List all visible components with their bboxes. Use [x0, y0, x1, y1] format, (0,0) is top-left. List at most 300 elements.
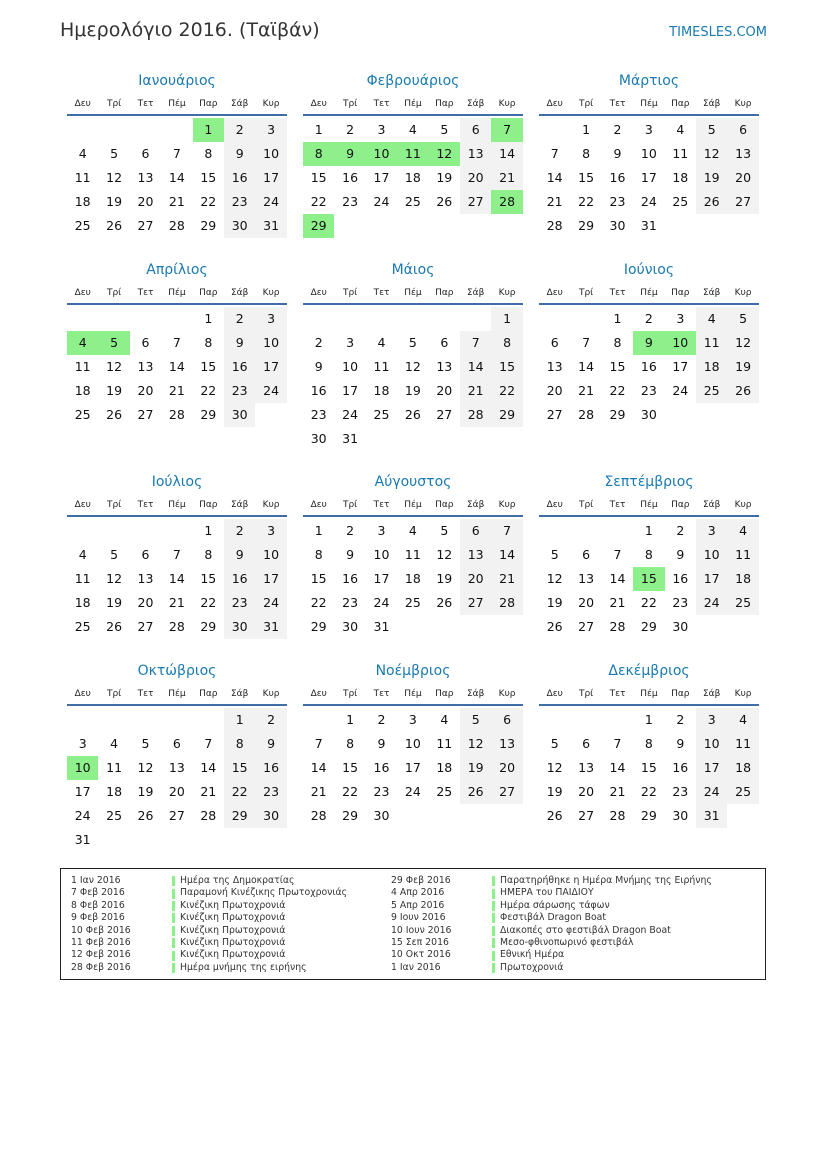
- month-name: Φεβρουάριος: [366, 73, 460, 89]
- weekday-label: Δευ: [74, 689, 91, 699]
- day-cell: 16: [310, 383, 327, 398]
- month-divider: [539, 515, 759, 517]
- day-cell: 7: [491, 519, 522, 543]
- weekday-label: Τρί: [342, 288, 358, 298]
- weekday-label: Κυρ: [734, 288, 752, 298]
- day-cell: 27: [168, 808, 185, 823]
- day-cell: 7: [613, 736, 622, 751]
- weekday-label: Κυρ: [734, 99, 752, 109]
- day-cell: 12: [106, 170, 123, 185]
- day-cell: 24: [373, 194, 390, 209]
- day-cell: 20: [578, 595, 595, 610]
- day-cell: 3: [696, 519, 727, 543]
- day-cell: 27: [727, 190, 758, 214]
- weekday-label: Δευ: [310, 288, 327, 298]
- weekday-label: Σάβ: [231, 288, 249, 298]
- day-cell: 8: [644, 736, 653, 751]
- day-cell: 19: [436, 571, 453, 586]
- day-cell: 14: [168, 170, 185, 185]
- day-cell: 7: [460, 331, 491, 355]
- day-cell: 20: [137, 383, 154, 398]
- day-cell: 9: [633, 331, 664, 355]
- day-cell: 12: [696, 142, 727, 166]
- holiday-color-marker: [172, 926, 175, 936]
- day-cell: 30: [342, 619, 359, 634]
- day-cell: 27: [546, 407, 563, 422]
- day-cell: 31: [696, 804, 727, 828]
- day-cell: 30: [609, 218, 626, 233]
- weekday-label: Σάβ: [467, 500, 485, 510]
- holiday-color-marker: [492, 963, 495, 973]
- legend-date: 10 Φεβ 2016: [71, 924, 131, 936]
- day-cell: 15: [200, 571, 217, 586]
- day-cell: 18: [436, 760, 453, 775]
- day-cell: 16: [224, 355, 255, 379]
- weekday-label: Τρί: [106, 500, 122, 510]
- weekday-label: Δευ: [546, 288, 563, 298]
- weekday-label: Πέμ: [640, 500, 658, 510]
- month-name: Αύγουστος: [374, 474, 452, 490]
- weekday-label: Σάβ: [231, 500, 249, 510]
- weekday-label: Πέμ: [168, 500, 186, 510]
- legend-date: 9 Ιουν 2016: [391, 912, 446, 924]
- legend-holiday-name: Ημέρα της Δημοκρατίας: [180, 875, 295, 886]
- day-cell: 17: [373, 170, 390, 185]
- weekday-label: Σάβ: [703, 99, 721, 109]
- day-cell: 25: [106, 808, 123, 823]
- day-cell: 3: [676, 311, 685, 326]
- day-cell: 9: [676, 736, 685, 751]
- weekday-label: Τρί: [578, 288, 594, 298]
- day-cell: 2: [224, 307, 255, 331]
- weekday-label: Κυρ: [734, 689, 752, 699]
- day-cell: 22: [578, 194, 595, 209]
- day-cell: 13: [137, 359, 154, 374]
- day-cell: 9: [613, 146, 622, 161]
- weekday-label: Δευ: [310, 99, 327, 109]
- day-cell: 25: [74, 218, 91, 233]
- day-cell: 2: [676, 712, 685, 727]
- day-cell: 13: [460, 543, 491, 567]
- day-cell: 29: [609, 407, 626, 422]
- day-cell: 27: [137, 619, 154, 634]
- day-cell: 5: [460, 708, 491, 732]
- day-cell: 17: [255, 355, 286, 379]
- day-cell: 18: [696, 355, 727, 379]
- day-cell: 16: [672, 571, 689, 586]
- weekday-label: Τρί: [578, 689, 594, 699]
- day-cell: 22: [640, 595, 657, 610]
- weekday-label: Σάβ: [231, 689, 249, 699]
- day-cell: 11: [436, 736, 453, 751]
- day-cell: 15: [310, 170, 327, 185]
- day-cell: 29: [640, 619, 657, 634]
- weekday-label: Τρί: [106, 99, 122, 109]
- day-cell: 5: [141, 736, 150, 751]
- day-cell: 5: [550, 547, 559, 562]
- holiday-color-marker: [172, 938, 175, 948]
- weekday-label: Δευ: [546, 99, 563, 109]
- day-cell: 14: [491, 142, 522, 166]
- day-cell: 22: [200, 383, 217, 398]
- day-cell: 21: [168, 595, 185, 610]
- day-cell: 15: [224, 756, 255, 780]
- weekday-label: Τετ: [137, 500, 154, 510]
- day-cell: 24: [373, 595, 390, 610]
- day-cell: 1: [204, 523, 213, 538]
- weekday-label: Τετ: [609, 99, 626, 109]
- day-cell: 11: [727, 732, 758, 756]
- day-cell: 27: [578, 808, 595, 823]
- month-divider: [67, 515, 287, 517]
- day-cell: 27: [491, 780, 522, 804]
- weekday-label: Παρ: [435, 288, 454, 298]
- day-cell: 10: [373, 547, 390, 562]
- day-cell: 14: [578, 359, 595, 374]
- day-cell: 21: [609, 595, 626, 610]
- day-cell: 3: [377, 523, 386, 538]
- weekday-label: Παρ: [671, 99, 690, 109]
- month-divider: [303, 515, 523, 517]
- day-cell: 1: [644, 523, 653, 538]
- month-divider: [539, 114, 759, 116]
- weekday-label: Τετ: [373, 288, 390, 298]
- day-cell: 22: [640, 784, 657, 799]
- day-cell: 11: [696, 331, 727, 355]
- day-cell: 3: [644, 122, 653, 137]
- day-cell: 6: [582, 547, 591, 562]
- day-cell: 24: [672, 383, 689, 398]
- day-cell: 20: [546, 383, 563, 398]
- day-cell: 31: [342, 431, 359, 446]
- day-cell: 30: [224, 615, 255, 639]
- weekday-label: Παρ: [199, 99, 218, 109]
- day-cell: 7: [314, 736, 323, 751]
- day-cell: 2: [676, 523, 685, 538]
- weekday-label: Παρ: [435, 500, 454, 510]
- day-cell: 19: [460, 756, 491, 780]
- legend-holiday-name: Κινέζικη Πρωτοχρονιά: [180, 924, 286, 936]
- day-cell: 12: [137, 760, 154, 775]
- day-cell: 6: [460, 118, 491, 142]
- day-cell: 14: [200, 760, 217, 775]
- day-cell: 9: [346, 547, 355, 562]
- weekday-label: Κυρ: [498, 288, 516, 298]
- day-cell: 5: [440, 523, 449, 538]
- day-cell: 7: [550, 146, 559, 161]
- day-cell: 17: [640, 170, 657, 185]
- day-cell: 10: [640, 146, 657, 161]
- weekday-label: Δευ: [546, 689, 563, 699]
- day-cell: 3: [377, 122, 386, 137]
- weekday-label: Σάβ: [467, 689, 485, 699]
- weekday-label: Δευ: [546, 500, 563, 510]
- weekday-label: Δευ: [74, 288, 91, 298]
- day-cell: 7: [613, 547, 622, 562]
- weekday-label: Κυρ: [498, 689, 516, 699]
- legend-holiday-name: Μεσο-φθινοπωρινό φεστιβάλ: [500, 937, 634, 948]
- day-cell: 29: [342, 808, 359, 823]
- day-cell: 11: [404, 547, 421, 562]
- day-cell: 2: [224, 519, 255, 543]
- day-cell: 22: [200, 595, 217, 610]
- day-cell: 8: [644, 547, 653, 562]
- day-cell: 25: [404, 595, 421, 610]
- day-cell: 23: [310, 407, 327, 422]
- month-divider: [303, 704, 523, 706]
- day-cell: 3: [255, 519, 286, 543]
- day-cell: 6: [550, 335, 559, 350]
- day-cell: 26: [460, 780, 491, 804]
- month-name: Δεκέμβριος: [608, 663, 690, 679]
- day-cell: 4: [408, 523, 417, 538]
- holiday-color-marker: [172, 951, 175, 961]
- day-cell: 9: [334, 142, 365, 166]
- site-link[interactable]: TIMESLES.COM: [669, 25, 767, 40]
- month-name: Ιανουάριος: [138, 73, 216, 89]
- day-cell: 16: [224, 166, 255, 190]
- day-cell: 23: [672, 784, 689, 799]
- holiday-color-marker: [492, 926, 495, 936]
- weekday-label: Παρ: [199, 288, 218, 298]
- day-cell: 25: [436, 784, 453, 799]
- month-name: Ιούνιος: [623, 262, 675, 278]
- day-cell: 24: [255, 379, 286, 403]
- day-cell: 22: [609, 383, 626, 398]
- day-cell: 6: [141, 547, 150, 562]
- weekday-label: Πέμ: [404, 99, 422, 109]
- day-cell: 25: [727, 780, 758, 804]
- day-cell: 2: [346, 523, 355, 538]
- day-cell: 18: [106, 784, 123, 799]
- day-cell: 29: [200, 407, 217, 422]
- day-cell: 13: [727, 142, 758, 166]
- weekday-label: Παρ: [671, 288, 690, 298]
- day-cell: 17: [342, 383, 359, 398]
- day-cell: 14: [310, 760, 327, 775]
- day-cell: 15: [200, 170, 217, 185]
- holiday-color-marker: [492, 901, 495, 911]
- day-cell: 4: [110, 736, 119, 751]
- month-name: Ιούλιος: [151, 474, 203, 490]
- day-cell: 4: [67, 331, 98, 355]
- day-cell: 30: [672, 619, 689, 634]
- day-cell: 24: [640, 194, 657, 209]
- day-cell: 3: [255, 118, 286, 142]
- day-cell: 3: [696, 708, 727, 732]
- day-cell: 28: [168, 218, 185, 233]
- day-cell: 12: [106, 571, 123, 586]
- day-cell: 2: [377, 712, 386, 727]
- day-cell: 25: [672, 194, 689, 209]
- weekday-label: Σάβ: [231, 99, 249, 109]
- day-cell: 8: [582, 146, 591, 161]
- day-cell: 28: [310, 808, 327, 823]
- day-cell: 22: [342, 784, 359, 799]
- day-cell: 13: [491, 732, 522, 756]
- day-cell: 20: [460, 166, 491, 190]
- day-cell: 20: [578, 784, 595, 799]
- day-cell: 28: [578, 407, 595, 422]
- day-cell: 12: [106, 359, 123, 374]
- weekday-label: Παρ: [671, 689, 690, 699]
- day-cell: 9: [314, 359, 323, 374]
- legend-date: 5 Απρ 2016: [391, 899, 445, 911]
- day-cell: 26: [137, 808, 154, 823]
- day-cell: 9: [377, 736, 386, 751]
- day-cell: 7: [172, 335, 181, 350]
- day-cell: 1: [644, 712, 653, 727]
- weekday-label: Πέμ: [404, 689, 422, 699]
- day-cell: 1: [193, 118, 224, 142]
- day-cell: 11: [397, 142, 428, 166]
- day-cell: 1: [224, 708, 255, 732]
- month-name: Απρίλιος: [146, 262, 208, 278]
- legend-date: 29 Φεβ 2016: [391, 875, 451, 886]
- day-cell: 11: [106, 760, 123, 775]
- day-cell: 11: [74, 571, 91, 586]
- day-cell: 31: [255, 615, 286, 639]
- month-divider: [303, 303, 523, 305]
- day-cell: 21: [491, 567, 522, 591]
- day-cell: 25: [696, 379, 727, 403]
- weekday-label: Σάβ: [703, 500, 721, 510]
- weekday-label: Τετ: [609, 689, 626, 699]
- weekday-label: Κυρ: [262, 288, 280, 298]
- weekday-label: Σάβ: [703, 689, 721, 699]
- day-cell: 31: [255, 214, 286, 238]
- day-cell: 20: [436, 383, 453, 398]
- day-cell: 24: [255, 591, 286, 615]
- day-cell: 16: [255, 756, 286, 780]
- day-cell: 5: [408, 335, 417, 350]
- weekday-label: Κυρ: [262, 500, 280, 510]
- legend-holiday-name: Διακοπές στο φεστιβάλ Dragon Boat: [500, 924, 671, 936]
- day-cell: 24: [342, 407, 359, 422]
- day-cell: 10: [696, 543, 727, 567]
- day-cell: 27: [578, 619, 595, 634]
- day-cell: 12: [436, 547, 453, 562]
- day-cell: 13: [137, 170, 154, 185]
- weekday-label: Πέμ: [404, 288, 422, 298]
- day-cell: 7: [582, 335, 591, 350]
- day-cell: 20: [491, 756, 522, 780]
- weekday-label: Κυρ: [262, 689, 280, 699]
- day-cell: 14: [609, 571, 626, 586]
- weekday-label: Τετ: [137, 288, 154, 298]
- day-cell: 28: [168, 619, 185, 634]
- day-cell: 5: [110, 547, 119, 562]
- day-cell: 24: [255, 190, 286, 214]
- day-cell: 16: [609, 170, 626, 185]
- day-cell: 19: [137, 784, 154, 799]
- weekday-label: Τετ: [137, 689, 154, 699]
- weekday-label: Πέμ: [640, 288, 658, 298]
- legend-holiday-name: Παραμονή Κινέζικης Πρωτοχρονιάς: [180, 887, 348, 899]
- day-cell: 31: [373, 619, 390, 634]
- day-cell: 7: [172, 547, 181, 562]
- day-cell: 11: [672, 146, 689, 161]
- day-cell: 4: [676, 122, 685, 137]
- holiday-color-marker: [172, 876, 175, 886]
- holiday-color-marker: [172, 889, 175, 899]
- day-cell: 12: [429, 142, 460, 166]
- weekday-label: Παρ: [435, 99, 454, 109]
- holiday-legend: [60, 868, 766, 980]
- day-cell: 8: [204, 547, 213, 562]
- day-cell: 9: [255, 732, 286, 756]
- day-cell: 5: [696, 118, 727, 142]
- day-cell: 26: [727, 379, 758, 403]
- day-cell: 6: [460, 519, 491, 543]
- day-cell: 14: [168, 571, 185, 586]
- day-cell: 26: [404, 407, 421, 422]
- holiday-color-marker: [492, 951, 495, 961]
- day-cell: 17: [373, 571, 390, 586]
- day-cell: 5: [440, 122, 449, 137]
- day-cell: 8: [346, 736, 355, 751]
- day-cell: 13: [460, 142, 491, 166]
- day-cell: 29: [491, 403, 522, 427]
- weekday-label: Τρί: [342, 500, 358, 510]
- day-cell: 27: [137, 407, 154, 422]
- day-cell: 17: [74, 784, 91, 799]
- day-cell: 21: [200, 784, 217, 799]
- legend-date: 28 Φεβ 2016: [71, 961, 131, 973]
- weekday-label: Τρί: [342, 99, 358, 109]
- day-cell: 3: [346, 335, 355, 350]
- page-title: Ημερολόγιο 2016. (Ταϊβάν): [60, 19, 320, 41]
- day-cell: 24: [74, 808, 91, 823]
- weekday-label: Δευ: [74, 500, 91, 510]
- legend-date: 10 Οκτ 2016: [391, 949, 451, 961]
- legend-date: 12 Φεβ 2016: [71, 949, 131, 961]
- weekday-label: Τρί: [578, 500, 594, 510]
- day-cell: 4: [440, 712, 449, 727]
- day-cell: 27: [460, 190, 491, 214]
- day-cell: 28: [491, 190, 522, 214]
- day-cell: 25: [74, 407, 91, 422]
- day-cell: 1: [346, 712, 355, 727]
- day-cell: 4: [78, 146, 87, 161]
- month-divider: [67, 704, 287, 706]
- day-cell: 12: [546, 571, 563, 586]
- day-cell: 4: [377, 335, 386, 350]
- holiday-color-marker: [172, 963, 175, 973]
- day-cell: 25: [727, 591, 758, 615]
- weekday-label: Κυρ: [262, 99, 280, 109]
- day-cell: 22: [200, 194, 217, 209]
- day-cell: 12: [727, 331, 758, 355]
- day-cell: 25: [74, 619, 91, 634]
- day-cell: 30: [255, 804, 286, 828]
- month-name: Σεπτέμβριος: [604, 474, 694, 490]
- weekday-label: Τετ: [373, 689, 390, 699]
- day-cell: 10: [366, 142, 397, 166]
- month-divider: [539, 704, 759, 706]
- day-cell: 15: [633, 567, 664, 591]
- day-cell: 23: [224, 190, 255, 214]
- day-cell: 26: [436, 194, 453, 209]
- day-cell: 5: [98, 331, 129, 355]
- day-cell: 12: [546, 760, 563, 775]
- day-cell: 10: [255, 543, 286, 567]
- day-cell: 24: [404, 784, 421, 799]
- day-cell: 16: [342, 170, 359, 185]
- day-cell: 4: [696, 307, 727, 331]
- day-cell: 30: [672, 808, 689, 823]
- day-cell: 30: [310, 431, 327, 446]
